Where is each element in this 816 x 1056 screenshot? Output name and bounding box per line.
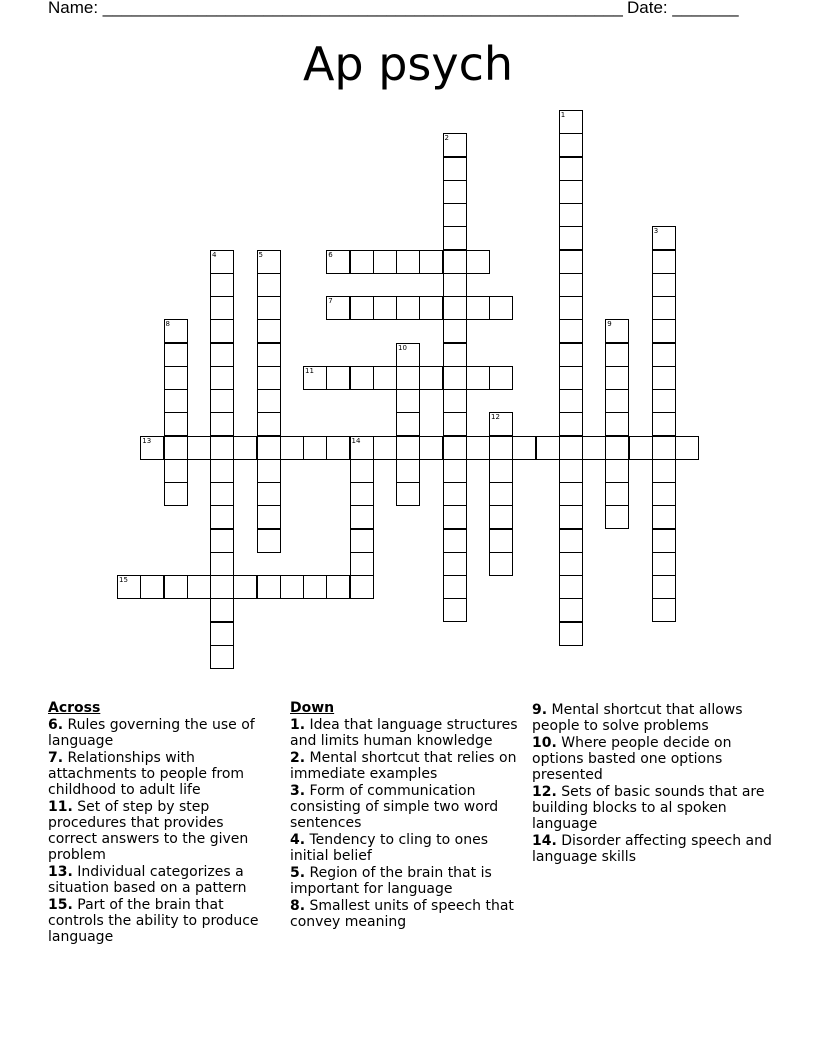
clue-item — [532, 784, 772, 832]
clue-number: 6 — [328, 250, 333, 259]
crossword-cell[interactable] — [652, 598, 676, 622]
crossword-cell[interactable] — [257, 459, 281, 483]
crossword-cell[interactable] — [443, 157, 467, 181]
crossword-cell[interactable] — [350, 459, 374, 483]
clue-number: 15 — [119, 576, 128, 584]
crossword-cell[interactable] — [559, 296, 583, 320]
clue-item-text: Individual categorizes a situation based on a pattern — [48, 864, 247, 896]
clue-item — [48, 864, 276, 896]
crossword-cell[interactable] — [652, 343, 676, 367]
crossword-cell[interactable] — [326, 575, 350, 599]
crossword-cell[interactable] — [350, 529, 374, 553]
clue-item — [48, 750, 276, 798]
crossword-cell[interactable] — [210, 459, 234, 483]
crossword-cell[interactable] — [489, 459, 513, 483]
name-field[interactable]: Name: _______________________________________________________ — [48, 0, 623, 17]
clue-item-number: 15. — [48, 897, 73, 913]
crossword-cell[interactable] — [396, 459, 420, 483]
page-title: Ap psych — [302, 37, 514, 91]
crossword-cell[interactable] — [536, 436, 560, 460]
crossword-cell[interactable] — [443, 529, 467, 553]
clue-item-number: 8. — [290, 898, 306, 914]
clue-item — [48, 799, 276, 863]
crossword-cell[interactable] — [164, 482, 188, 506]
crossword-cell[interactable] — [443, 250, 467, 274]
clue-number: 8 — [165, 320, 170, 329]
crossword-cell[interactable] — [605, 505, 629, 529]
clue-item-text: Disorder affecting speech and language skills — [532, 833, 772, 865]
crossword-cell[interactable] — [605, 412, 629, 436]
crossword-cell[interactable] — [559, 273, 583, 297]
crossword-cell[interactable] — [303, 575, 327, 599]
crossword-cell[interactable] — [675, 436, 699, 460]
crossword-cell[interactable] — [210, 482, 234, 506]
crossword-cell[interactable] — [559, 505, 583, 529]
crossword-cell[interactable] — [629, 436, 653, 460]
crossword-cell[interactable] — [210, 319, 234, 343]
crossword-cell[interactable] — [443, 412, 467, 436]
crossword-cell[interactable] — [559, 110, 583, 134]
crossword-cell[interactable] — [257, 436, 281, 460]
crossword-cell[interactable] — [396, 412, 420, 436]
clue-item-number: 3. — [290, 783, 306, 799]
crossword-cell[interactable] — [350, 250, 374, 274]
crossword-cell[interactable] — [559, 133, 583, 157]
clue-item — [48, 897, 276, 945]
clue-item — [532, 833, 772, 865]
crossword-cell[interactable] — [164, 412, 188, 436]
clue-item — [290, 783, 518, 831]
crossword-cell[interactable] — [466, 250, 490, 274]
crossword-cell[interactable] — [326, 366, 350, 390]
crossword-cell[interactable] — [582, 436, 606, 460]
crossword-cell[interactable] — [443, 343, 467, 367]
crossword-cell[interactable] — [210, 529, 234, 553]
crossword-cell[interactable] — [350, 575, 374, 599]
crossword-cell[interactable] — [652, 319, 676, 343]
crossword-cell[interactable] — [652, 250, 676, 274]
crossword-cell[interactable] — [210, 505, 234, 529]
crossword-cell[interactable] — [443, 133, 467, 157]
crossword-cell[interactable] — [373, 250, 397, 274]
crossword-cell[interactable] — [652, 436, 676, 460]
clue-item-text: Set of step by step procedures that provides correct answers to the given problem — [48, 799, 249, 863]
crossword-cell[interactable] — [396, 436, 420, 460]
clue-item — [290, 717, 518, 749]
crossword-cell[interactable] — [350, 296, 374, 320]
crossword-cell[interactable] — [559, 343, 583, 367]
crossword-cell[interactable] — [652, 575, 676, 599]
crossword-cell[interactable] — [280, 436, 304, 460]
crossword-cell[interactable] — [489, 436, 513, 460]
crossword-cell[interactable] — [489, 482, 513, 506]
crossword-cell[interactable] — [652, 273, 676, 297]
crossword-cell[interactable] — [652, 529, 676, 553]
crossword-cell[interactable] — [489, 366, 513, 390]
crossword-cell[interactable] — [396, 366, 420, 390]
crossword-cell[interactable] — [164, 319, 188, 343]
crossword-cell[interactable] — [605, 366, 629, 390]
crossword-cell[interactable] — [559, 552, 583, 576]
crossword-cell[interactable] — [140, 575, 164, 599]
crossword-cell[interactable] — [257, 575, 281, 599]
crossword-cell[interactable] — [489, 505, 513, 529]
clue-number: 5 — [258, 250, 263, 259]
crossword-cell[interactable] — [419, 366, 443, 390]
crossword-cell[interactable] — [210, 645, 234, 669]
clue-number: 12 — [491, 413, 500, 422]
crossword-cell[interactable] — [210, 273, 234, 297]
clue-item-number: 5. — [290, 865, 306, 881]
clue-item — [532, 702, 772, 734]
crossword-cell[interactable] — [164, 575, 188, 599]
crossword-cell[interactable] — [164, 459, 188, 483]
crossword-cell[interactable] — [257, 412, 281, 436]
crossword-cell[interactable] — [512, 436, 536, 460]
crossword-cell[interactable] — [210, 575, 234, 599]
crossword-cell[interactable] — [443, 273, 467, 297]
clue-item-number: 6. — [48, 717, 64, 733]
crossword-cell[interactable] — [559, 366, 583, 390]
crossword-cell[interactable] — [326, 250, 350, 274]
crossword-cell[interactable] — [187, 575, 211, 599]
clue-item — [290, 750, 518, 782]
crossword-cell[interactable] — [443, 319, 467, 343]
crossword-cell[interactable] — [559, 157, 583, 181]
crossword-cell[interactable] — [443, 389, 467, 413]
crossword-cell[interactable] — [117, 575, 141, 599]
crossword-cell[interactable] — [210, 436, 234, 460]
crossword-cell[interactable] — [443, 180, 467, 204]
crossword-cell[interactable] — [489, 296, 513, 320]
crossword-cell[interactable] — [419, 296, 443, 320]
crossword-cell[interactable] — [350, 552, 374, 576]
crossword-cell[interactable] — [373, 296, 397, 320]
crossword-cell[interactable] — [233, 575, 257, 599]
crossword-cell[interactable] — [257, 319, 281, 343]
crossword-cell[interactable] — [350, 366, 374, 390]
clue-item-number: 4. — [290, 832, 306, 848]
crossword-cell[interactable] — [257, 529, 281, 553]
clue-item-text: Form of communication consisting of simple two word sentences — [290, 783, 499, 831]
crossword-cell[interactable] — [652, 412, 676, 436]
crossword-cell[interactable] — [210, 552, 234, 576]
crossword-cell[interactable] — [652, 505, 676, 529]
crossword-cell[interactable] — [559, 482, 583, 506]
clue-item-number: 11. — [48, 799, 73, 815]
clue-item-number: 1. — [290, 717, 306, 733]
crossword-cell[interactable] — [164, 366, 188, 390]
clue-item-number: 7. — [48, 750, 64, 766]
across-heading: Across — [48, 700, 101, 716]
crossword-cell[interactable] — [164, 389, 188, 413]
crossword-cell[interactable] — [350, 505, 374, 529]
crossword-cell[interactable] — [164, 436, 188, 460]
crossword-cell[interactable] — [326, 296, 350, 320]
clue-item-number: 12. — [532, 784, 557, 800]
crossword-cell[interactable] — [210, 598, 234, 622]
crossword-cell[interactable] — [257, 343, 281, 367]
clue-number: 7 — [328, 297, 333, 305]
crossword-cell[interactable] — [257, 273, 281, 297]
crossword-cell[interactable] — [559, 529, 583, 553]
clue-number: 3 — [653, 227, 659, 236]
crossword-cell[interactable] — [559, 389, 583, 413]
crossword-cell[interactable] — [396, 250, 420, 274]
crossword-cell[interactable] — [489, 412, 513, 436]
crossword-cell[interactable] — [559, 319, 583, 343]
clue-item-text: Mental shortcut that relies on immediate examples — [290, 750, 517, 782]
clue-item-text: Relationships with attachments to people from childhood to adult life — [48, 750, 245, 798]
date-field[interactable]: Date: _______ — [627, 0, 739, 17]
clue-item-number: 14. — [532, 833, 557, 849]
clue-item-number: 10. — [532, 735, 557, 751]
crossword-cell[interactable] — [605, 343, 629, 367]
crossword-cell[interactable] — [396, 482, 420, 506]
clue-item-text: Tendency to cling to ones initial belief — [290, 832, 489, 864]
crossword-cell[interactable] — [419, 436, 443, 460]
crossword-cell[interactable] — [350, 436, 374, 460]
crossword-cell[interactable] — [373, 436, 397, 460]
crossword-cell[interactable] — [443, 482, 467, 506]
clue-item — [290, 898, 518, 930]
crossword-cell[interactable] — [443, 296, 467, 320]
clue-number: 1 — [560, 111, 566, 119]
down-clues — [290, 700, 518, 931]
crossword-cell[interactable] — [210, 622, 234, 646]
crossword-cell[interactable] — [396, 343, 420, 367]
crossword-cell[interactable] — [489, 552, 513, 576]
crossword-cell[interactable] — [210, 366, 234, 390]
crossword-cell[interactable] — [466, 296, 490, 320]
crossword-cell[interactable] — [396, 389, 420, 413]
crossword-cell[interactable] — [466, 436, 490, 460]
crossword-cell[interactable] — [559, 226, 583, 250]
crossword-cell[interactable] — [443, 203, 467, 227]
clue-item — [290, 865, 518, 897]
crossword-cell[interactable] — [233, 436, 257, 460]
crossword-cell[interactable] — [210, 250, 234, 274]
crossword-cell[interactable] — [652, 552, 676, 576]
crossword-cell[interactable] — [652, 226, 676, 250]
crossword-cell[interactable] — [257, 296, 281, 320]
crossword-cell[interactable] — [443, 436, 467, 460]
crossword-cell[interactable] — [396, 296, 420, 320]
crossword-cell[interactable] — [489, 529, 513, 553]
crossword-cell[interactable] — [210, 412, 234, 436]
crossword-cell[interactable] — [652, 366, 676, 390]
crossword-cell[interactable] — [605, 482, 629, 506]
clue-number: 2 — [444, 134, 449, 143]
clue-item-number: 2. — [290, 750, 306, 766]
clue-number: 10 — [398, 343, 407, 352]
down-heading: Down — [290, 700, 335, 716]
clue-item-number: 9. — [532, 702, 548, 718]
crossword-cell[interactable] — [419, 250, 443, 274]
clue-item-text: Smallest units of speech that convey meaning — [290, 898, 514, 930]
crossword-cell[interactable] — [187, 436, 211, 460]
crossword-cell[interactable] — [652, 459, 676, 483]
crossword-cell[interactable] — [652, 482, 676, 506]
crossword-cell[interactable] — [559, 575, 583, 599]
crossword-cell[interactable] — [303, 366, 327, 390]
crossword-cell[interactable] — [605, 459, 629, 483]
clue-number: 4 — [212, 250, 217, 259]
crossword-cell[interactable] — [140, 436, 164, 460]
clue-item-text: Region of the brain that is important for language — [290, 865, 492, 897]
crossword-cell[interactable] — [164, 343, 188, 367]
crossword-cell[interactable] — [257, 366, 281, 390]
crossword-cell[interactable] — [210, 296, 234, 320]
crossword-cell[interactable] — [257, 250, 281, 274]
clue-item-text: Where people decide on options basted one options presented — [532, 735, 732, 783]
crossword-cell[interactable] — [559, 203, 583, 227]
crossword-cell[interactable] — [652, 296, 676, 320]
crossword-cell[interactable] — [559, 180, 583, 204]
crossword-cell[interactable] — [443, 598, 467, 622]
clue-item — [48, 717, 276, 749]
crossword-cell[interactable] — [443, 505, 467, 529]
clue-number: 9 — [607, 320, 612, 329]
crossword-cell[interactable] — [466, 366, 490, 390]
clue-item — [290, 832, 518, 864]
clue-item — [532, 735, 772, 783]
down-clues-continued — [532, 702, 772, 866]
crossword-cell[interactable] — [373, 366, 397, 390]
clue-item-number: 13. — [48, 864, 73, 880]
clue-number: 13 — [142, 436, 152, 445]
crossword-cell[interactable] — [559, 436, 583, 460]
crossword-cell[interactable] — [605, 436, 629, 460]
crossword-cell[interactable] — [350, 482, 374, 506]
crossword-cell[interactable] — [559, 250, 583, 274]
crossword-cell[interactable] — [257, 389, 281, 413]
crossword-cell[interactable] — [559, 598, 583, 622]
crossword-cell[interactable] — [443, 226, 467, 250]
crossword-cell[interactable] — [210, 389, 234, 413]
crossword-cell[interactable] — [605, 319, 629, 343]
crossword-cell[interactable] — [210, 343, 234, 367]
crossword-cell[interactable] — [652, 389, 676, 413]
crossword-cell[interactable] — [257, 505, 281, 529]
crossword-cell[interactable] — [280, 575, 304, 599]
crossword-cell[interactable] — [559, 622, 583, 646]
across-clues — [48, 700, 276, 946]
clue-number: 14 — [351, 436, 361, 445]
crossword-cell[interactable] — [559, 412, 583, 436]
crossword-cell[interactable] — [443, 575, 467, 599]
crossword-cell[interactable] — [257, 482, 281, 506]
crossword-cell[interactable] — [326, 436, 350, 460]
clue-item-text: Idea that language structures and limits human knowledge — [290, 717, 518, 749]
clue-item-text: Sets of basic sounds that are building blocks to al spoken language — [532, 784, 765, 832]
crossword-cell[interactable] — [443, 459, 467, 483]
clue-item-text: Part of the brain that controls the ability to produce language — [48, 897, 259, 945]
crossword-cell[interactable] — [443, 552, 467, 576]
clue-number: 11 — [305, 366, 314, 375]
clue-item-text: Rules governing the use of language — [48, 717, 255, 749]
crossword-cell[interactable] — [559, 459, 583, 483]
crossword-cell[interactable] — [303, 436, 327, 460]
crossword-cell[interactable] — [443, 366, 467, 390]
crossword-cell[interactable] — [605, 389, 629, 413]
clue-item-text: Mental shortcut that allows people to solve problems — [532, 702, 743, 734]
